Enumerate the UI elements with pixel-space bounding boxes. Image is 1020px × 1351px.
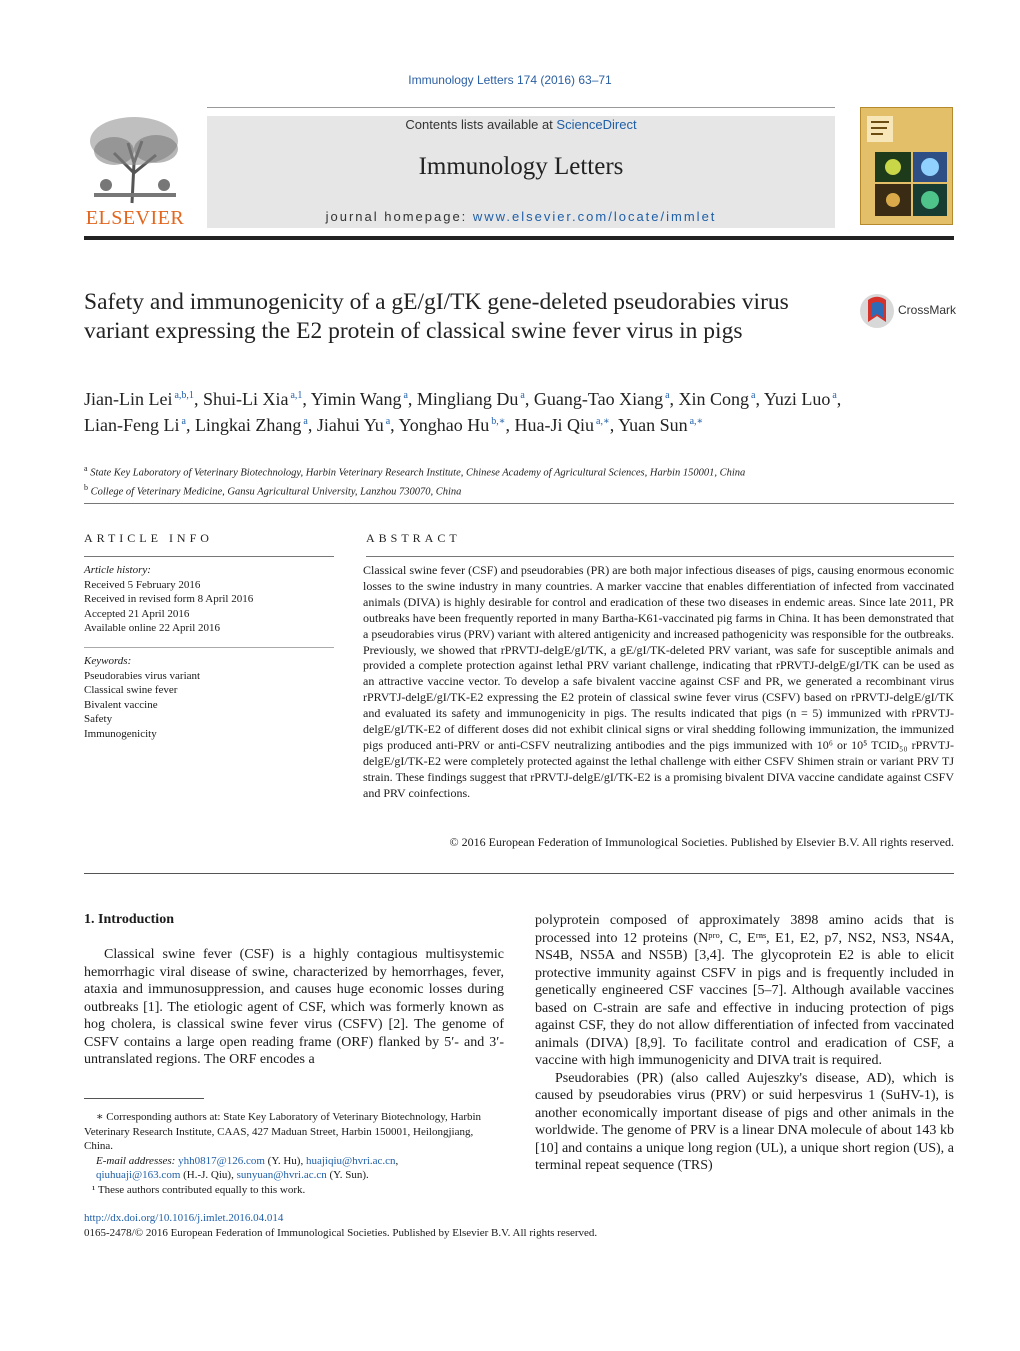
homepage-link[interactable]: www.elsevier.com/locate/immlet [472,209,717,224]
history-label: Article history: [84,564,151,576]
author-affiliation-mark[interactable]: a [403,390,408,401]
author-affiliation-mark[interactable]: a [832,390,837,401]
keywords-rule [84,647,334,648]
footnotes [84,1110,504,1197]
footnote-rule [84,1098,204,1099]
author-affiliation-mark[interactable]: b,∗ [491,415,506,427]
email-link[interactable]: sunyuan@hvri.ac.cn [236,1169,327,1181]
crossmark-label: CrossMark [898,303,957,317]
keyword-item: Safety [84,713,113,725]
article-info-rule [84,556,334,557]
journal-citation[interactable]: Immunology Letters 174 (2016) 63–71 [408,73,612,87]
author-affiliation-mark[interactable]: a [181,415,186,427]
equal-contribution-note: ¹ These authors contributed equally to this work. [92,1183,306,1196]
section-divider [84,503,954,504]
abstract-copyright: © 2016 European Federation of Immunological Societies. Published by Elsevier B.V. All rights reserved. [449,835,954,849]
body-column-left [84,946,504,1069]
article-history [84,563,334,636]
article-info-heading: ARTICLE INFO [84,531,213,545]
author-affiliation-mark[interactable]: a,∗ [689,415,704,427]
tree-logo-icon [84,113,186,205]
history-item: Received in revised form 8 April 2016 [84,593,254,605]
author-affiliation-mark[interactable]: a,1 [290,390,303,401]
author[interactable] [417,389,525,409]
contents-line [207,117,835,132]
author-affiliation-mark[interactable]: a [751,390,756,401]
author-affiliation-mark[interactable]: a [385,415,391,427]
header-thick-rule [84,236,954,240]
history-item: Available online 22 April 2016 [84,622,221,634]
intro-paragraph: polyprotein composed of approximately 3898 amino acids that is processed into 12 proteins (Nᵖʳᵒ, C, Eʳⁿˢ, E1, E2, p7, NS2, NS3, NS4A, NS4B, NS5A and NS5B) [3,4]. The glycoprotein E2 is able to elicit protective immunity against CSFV in pigs and is frequently included in genetically engineered CSF vaccines [5–7]. Although available vaccines based on C-strain are safe and effective in inducing protection of pigs against CSF, they do not allow differentiation of infected from vaccinated animals (DIVA) [8,9]. To facilitate control and eradication of CSF, a vaccine with high immunogenicity and DIVA trait is required. [535,913,954,1068]
crossmark-icon [858,292,898,330]
author[interactable] [317,415,390,435]
email-link[interactable]: qiuhuaji@163.com [96,1169,181,1181]
keyword-item: Bivalent vaccine [84,698,158,711]
author-name: Yuzi Luo [763,389,831,409]
affiliations [84,462,954,499]
intro-paragraph: Pseudorabies (PR) (also called Aujeszky's disease, AD), which is caused by pseudorabies virus (PRV) or suid herpesvirus 1 (SuHV-1), is another economically important disease of pigs and other animals in the worldwide. The genome of PRV is a linear DNA molecule of about 143 kb [10] and contains a unique long region (UL), a unique short region (US), a terminal repeat sequence (TRS) [535,1070,954,1173]
author-name: Jiahui Yu [316,414,384,435]
affiliation-b: $^b$ College of Veterinary Medicine, Gansu Agricultural University, Lanzhou 730070, China [84,482,462,497]
author[interactable] [399,415,506,435]
author[interactable] [84,389,194,409]
author-name: Yuan Sun [618,414,688,435]
author-name: Lian-Feng Li [84,414,180,435]
author[interactable] [679,389,756,409]
article-title: Safety and immunogenicity of a gE/gI/TK gene-deleted pseudorabies virus variant expressing the E2 protein of classical swine fever virus in pigs [84,289,789,344]
email-link[interactable]: huajiqiu@hvri.ac.cn [305,1154,396,1167]
history-item: Received 5 February 2016 [84,578,201,591]
author-name: Yimin Wang [310,389,402,409]
homepage-prefix: journal homepage: [325,209,473,224]
author-name: Jian-Lin Lei [84,389,173,409]
header-divider [207,107,835,108]
author-name: Mingliang Du [416,389,519,409]
author[interactable] [515,415,610,435]
sciencedirect-link[interactable]: ScienceDirect [556,117,637,132]
email-link[interactable]: yhh0817@126.com [178,1154,265,1167]
author-name: Lingkai Zhang [194,414,302,435]
author-name: Yonghao Hu [398,414,490,435]
journal-cover-thumbnail[interactable] [860,107,953,225]
abstract-text: Classical swine fever (CSF) and pseudorabies (PR) are both major infectious diseases of pigs, causing enormous economic losses to the swine industry in many countries. A marker vaccine that enables differentiation of infected from vaccinated animals (DIVA) is highly desirable for control and eradication of these two diseases in endemic areas. Since late 2011, PR outbreaks have been frequently reported in many Bartha-K61-vaccinated pig farms in China. It has been demonstrated that a pseudorabies virus (PRV) variant with altered antigenicity and increased pathogenicity was responsible for the outbreaks. Previously, we showed that rPRVTJ-delgE/gI/TK, a gE/gI/TK-deleted PRV variant, was safe for susceptible animals and provided a complete protection against lethal PRV variant challenge, indicating that rPRVTJ-delgE/gI/TK can be used as an attractive vaccine vector. To develop a safe bivalent vaccine against CSF and PR, we generated a recombinant virus rPRVTJ-delgE/gI/TK-E2 expressing the E2 protein of classical swine fever virus (CSFV) based on rPRVTJ-delgE/gI/TK and evaluated its safety and immunogenicity in pigs. The results indicated that pigs (n = 5) immunized with rPRVTJ-delgE/gI/TK-E2 of different doses did not exhibit clinical signs or viral shedding following immunization, the immunized pigs produced anti-PRV or anti-CSFV neutralizing antibodies and the pigs immunized with 10⁶ or 10⁵ TCID₅₀ rPRVTJ-delgE/gI/TK-E2 were completely protected against the lethal challenge with either CSFV Shimen strain or variant PRV TJ strain. These findings suggest that rPRVTJ-delgE/gI/TK-E2 is a promising bivalent DIVA vaccine candidate against CSFV and PRV coinfections. [363,563,954,800]
author-name: Hua-Ji Qiu [514,414,594,435]
author-name: Guang-Tao Xiang [533,389,664,409]
journal-cover-icon [861,108,953,225]
keyword-item: Pseudorabies virus variant [84,669,201,682]
author-list: Jian-Lin Lei $^{a,b,1}$, Shui-Li Xia $^{a,1}$, Yimin Wang $^a$, Mingliang Du $^a$, Guang-Tao Xiang $^a$, Xin Cong $^a$, Yuzi Luo $^a$, Lian-Feng Li $^a$, Lingkai Zhang $^a$, Jiahui Yu $^a$, Yonghao Hu $^{b,∗}$, Hua-Ji Qiu $^{a,∗}$, Yuan Sun $^{a,∗}$ [84,389,842,435]
author[interactable] [84,415,186,435]
contents-prefix: Contents lists available at [405,117,557,132]
email-label: E-mail addresses: [96,1154,179,1167]
author[interactable] [311,389,408,409]
publisher-logo-text[interactable]: ELSEVIER [85,207,185,229]
author[interactable] [764,389,837,409]
author[interactable] [203,389,302,409]
author[interactable] [534,389,670,409]
history-item: Accepted 21 April 2016 [84,607,190,620]
keyword-item: Classical swine fever [84,684,178,696]
corresponding-author-note: ∗ Corresponding authors at: State Key Laboratory of Veterinary Biotechnology, Harbin Veterinary Research Institute, CAAS, 427 Maduan Street, Harbin 150001, Heilongjiang, China. [84,1111,482,1152]
author-name: Xin Cong [678,389,750,409]
homepage-line [207,209,835,224]
keyword-item: Immunogenicity [84,727,157,740]
affiliation-a: $^a$ State Key Laboratory of Veterinary Biotechnology, Harbin Veterinary Research Institute, Chinese Academy of Agricultural Sciences, Harbin 150001, China [84,464,746,479]
email-addresses: E-mail addresses: yhh0817@126.com (Y. Hu), huajiqiu@hvri.ac.cn, qiuhuaji@163.com (H.-J. Qiu), sunyuan@hvri.ac.cn (Y. Sun). [96,1154,399,1181]
author-affiliation-mark[interactable]: a [303,415,308,427]
issn-copyright: 0165-2478/© 2016 European Federation of Immunological Societies. Published by Elsevier B.V. All rights reserved. [84,1227,598,1239]
intro-paragraph: Classical swine fever (CSF) is a highly contagious multisystemic hemorrhagic viral disease of swine, characterized by hemorrhages, fever, ataxia and immunosuppression, and causes huge economic losses during outbreaks [1]. The etiologic agent of CSF, which was formerly known as hog cholera, is classical swine fever virus (CSFV) [2]. The genome of CSFV contains a large open reading frame (ORF) flanked by 5′- and 3′-untranslated regions. The ORF encodes a [84,947,504,1067]
doi-link[interactable]: http://dx.doi.org/10.1016/j.imlet.2016.04.014 [84,1212,284,1224]
introduction-heading: 1. Introduction [84,912,174,927]
keywords [84,654,334,741]
author-affiliation-mark[interactable]: a,∗ [596,415,610,427]
body-divider [84,873,954,874]
author[interactable] [195,415,308,435]
keywords-label: Keywords: [84,655,132,667]
author-affiliation-mark[interactable]: a,b,1 [174,390,194,401]
body-column-right [535,912,954,1175]
author-affiliation-mark[interactable]: a [520,390,525,401]
author-name: Shui-Li Xia [202,389,289,409]
crossmark-badge[interactable] [858,292,958,330]
abstract-rule [366,556,954,557]
author[interactable] [618,415,703,435]
journal-name: Immunology Letters [418,153,624,180]
abstract-heading: ABSTRACT [366,531,461,545]
author-affiliation-mark[interactable]: a [665,390,670,401]
